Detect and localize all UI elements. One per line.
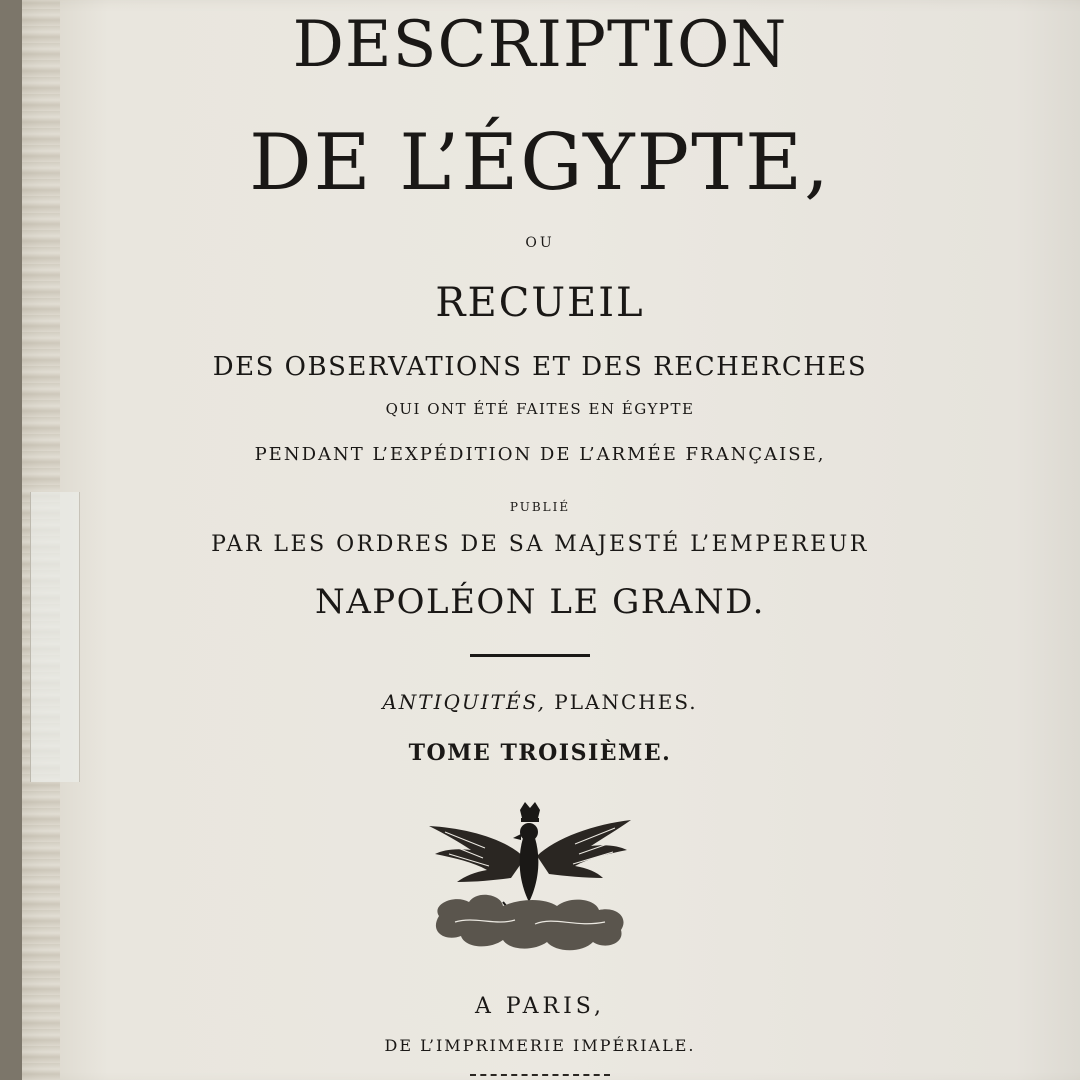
conjunction-ou: ou (525, 228, 555, 252)
imprint-printer: DE L’IMPRIMERIE IMPÉRIALE. (384, 1036, 696, 1055)
imprint-city: A PARIS, (474, 994, 606, 1019)
tome-label: TOME TROISIÈME. (408, 740, 672, 766)
publie-label: PUBLIÉ (509, 500, 571, 514)
bottom-rule (470, 1074, 610, 1080)
section-line (0, 690, 1080, 714)
planches-label: PLANCHES. (554, 690, 698, 714)
title-line-1: DESCRIPTION (292, 8, 788, 82)
subtitle-recueil: RECUEIL (435, 280, 645, 326)
subtitle-qui-ont-ete: QUI ONT ÉTÉ FAITES EN ÉGYPTE (385, 400, 695, 418)
antiquites-label: ANTIQUITÉS, (382, 690, 546, 714)
par-les-ordres: PAR LES ORDRES DE SA MAJESTÉ L’EMPEREUR (211, 532, 869, 557)
subtitle-pendant: PENDANT L’EXPÉDITION DE L’ARMÉE FRANÇAISE, (254, 444, 826, 465)
title-line-2: DE L’ÉGYPTE, (249, 118, 831, 208)
imperial-eagle-icon (425, 798, 635, 958)
napoleon-line: NAPOLÉON LE GRAND. (314, 582, 765, 622)
subtitle-observations: DES OBSERVATIONS ET DES RECHERCHES (212, 352, 868, 382)
divider-rule (470, 654, 590, 657)
